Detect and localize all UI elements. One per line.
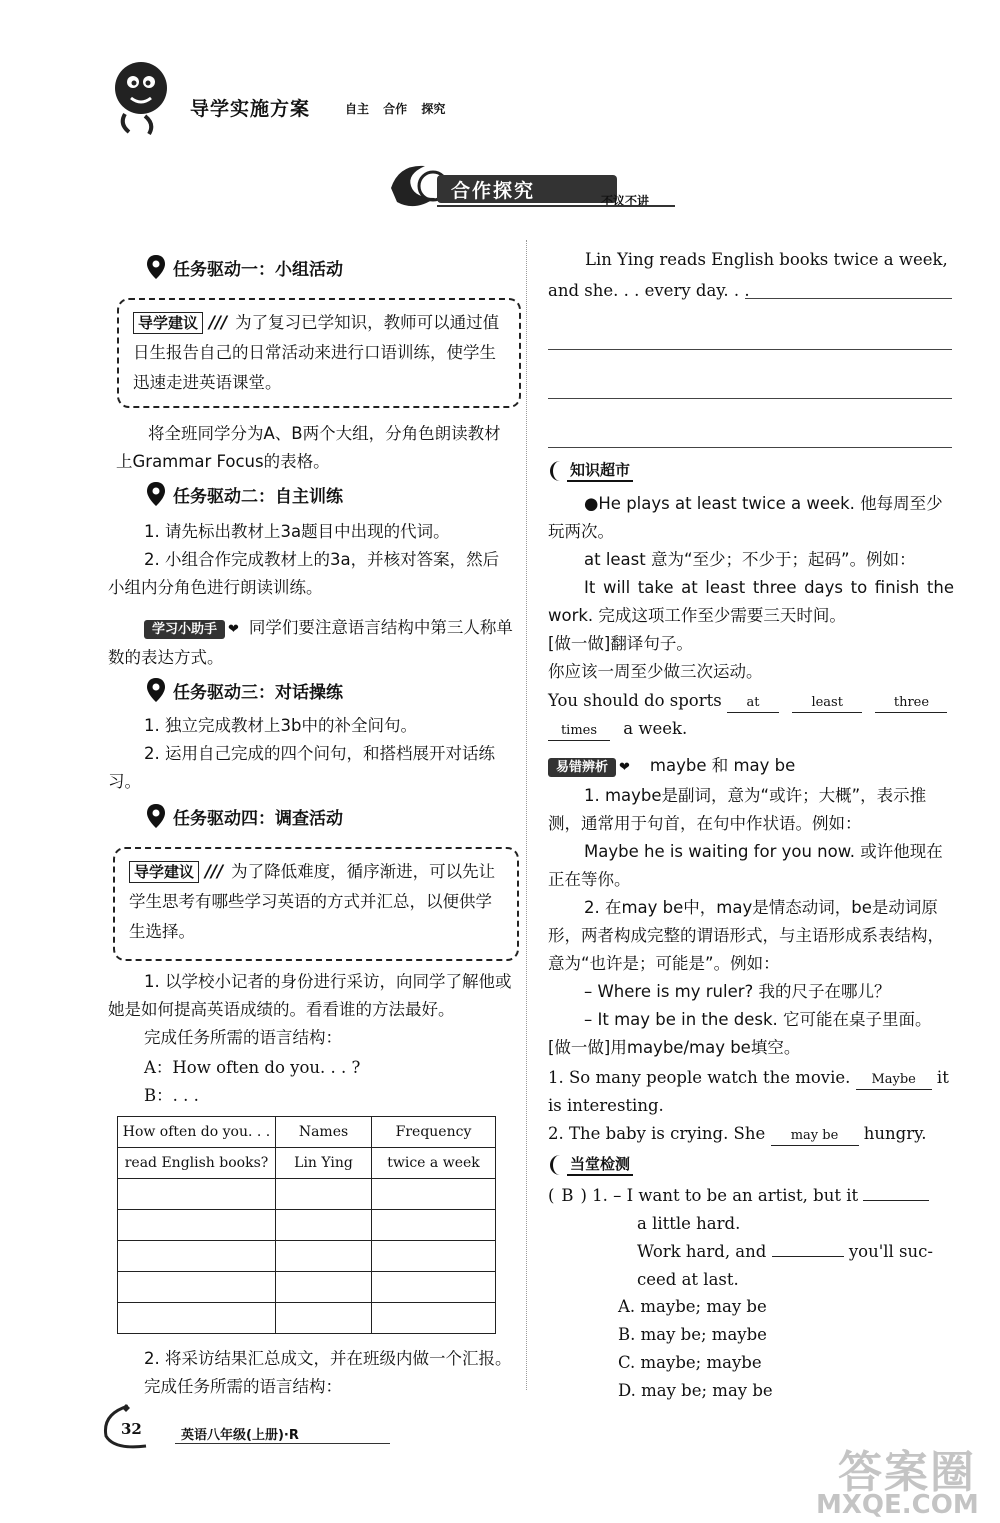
task2-step-1: 1. 请先标出教材上3a题目中出现的代词。 (144, 522, 450, 541)
table-cell: twice a week (372, 1148, 496, 1179)
location-pin-icon (145, 254, 167, 280)
watermark-logo: 答案圈 (838, 1447, 976, 1498)
answer-lin-ying-cont: and she. . . every day. . . (548, 281, 750, 300)
section-in-class-test: 当堂检测 (550, 1153, 633, 1176)
location-pin-icon (145, 481, 167, 507)
writing-line[interactable] (745, 298, 952, 299)
test-question-1-line3: ceed at last. (637, 1270, 739, 1289)
learning-helper (108, 614, 514, 672)
task4-step-2: 2. 将采访结果汇总成文，并在班级内做一个汇报。 (144, 1349, 512, 1368)
paragraph-grouping: 将全班同学分为A、B两个大组，分角色朗读教材上Grammar Focus的表格。 (116, 424, 501, 471)
heart-icon: ❤ (228, 622, 239, 637)
test-question-1: ( B ) 1. – I want to be an artist, but it (548, 1182, 954, 1210)
header-subtitle: 自主 合作 探究 (345, 102, 446, 116)
answer-blank[interactable]: three (875, 694, 947, 713)
task4-step-2-structure: 完成任务所需的语言结构： (144, 1377, 342, 1396)
column-divider (526, 240, 527, 1390)
guide-advice-box-2: 导学建议 /// 为了降低难度，循序渐进，可以先让学生思考有哪些学习英语的方式并汇总，以便供学生选择。 (113, 847, 519, 961)
table-row[interactable] (118, 1303, 496, 1334)
task4-structure-label: 完成任务所需的语言结构： (144, 1028, 342, 1047)
task4-step-1: 1. 以学校小记者的身份进行采访，向同学了解他或她是如何提高英语成绩的。看看谁的方法最好。 (108, 972, 512, 1019)
heart-icon: ❤ (619, 760, 630, 775)
mistake-point-1: 1. maybe是副词，意为“或许；大概”，表示推测，通常用于句首，在句中作状语。例如： (548, 786, 927, 833)
advice-text: 为了复习已学知识，教师可以通过值日生报告自己的日常活动来进行口语训练，使学生迅速走进英语课堂。 (133, 313, 500, 392)
answer-blank[interactable] (863, 1200, 929, 1201)
answer-blank[interactable] (772, 1256, 844, 1257)
test-question-1-line2: Work hard, and you'll suc- (637, 1242, 933, 1261)
task-heading-3: 任务驱动三：对话操练 (145, 677, 343, 703)
option-d[interactable]: D. may be; may be (618, 1381, 773, 1400)
test-question-1-cont: a little hard. (637, 1214, 741, 1233)
mistake-point-1-example: Maybe he is waiting for you now. 或许他现在正在等你。 (548, 842, 943, 889)
task4-line-b: B：. . . (144, 1086, 199, 1105)
answer-blank[interactable]: at (727, 694, 779, 713)
knowledge-example-2: It will take at least three days to finish the work. 完成这项工作至少需要三天时间。 (548, 578, 954, 625)
banner-title: 合作探究 (451, 180, 536, 202)
location-pin-icon (145, 803, 167, 829)
table-header-cell: Frequency (372, 1117, 496, 1148)
mascot-icon (105, 58, 175, 136)
table-header-cell: Names (276, 1117, 372, 1148)
table-cell: read English books? (118, 1148, 276, 1179)
knowledge-meaning: at least 意为“至少；不少于；起码”。例如： (584, 550, 916, 569)
practice-1-chinese: 你应该一周至少做三次运动。 (548, 662, 763, 681)
table-header-cell: How often do you. . . (118, 1117, 276, 1148)
watermark-url: MXQE.COM (816, 1490, 979, 1520)
task2-step-2: 2. 小组合作完成教材上的3a，并核对答案，然后小组内分角色进行朗读训练。 (108, 550, 500, 597)
location-pin-icon (145, 677, 167, 703)
answer-blank[interactable]: Maybe (856, 1071, 932, 1090)
answer-blank[interactable]: least (792, 694, 862, 713)
answer-choice[interactable]: B (561, 1186, 574, 1205)
advice-text: 为了降低难度，循序渐进，可以先让学生思考有哪些学习英语的方式并汇总，以便供学生选择。 (129, 862, 496, 941)
task-heading-1: 任务驱动一：小组活动 (145, 254, 343, 280)
writing-line[interactable] (548, 447, 952, 448)
mistake-tag: 易错辨析 (548, 758, 616, 777)
writing-line[interactable] (548, 349, 952, 350)
helper-tag: 学习小助手 (144, 620, 225, 639)
page-number: 32 (121, 1420, 142, 1438)
practice-2-item-1: 1. So many people watch the movie. Maybe it is interesting. (548, 1068, 949, 1115)
mistake-point-2-example-2: – It may be in the desk. 它可能在桌子里面。 (584, 1010, 932, 1029)
mistake-point-2-example-1: – Where is my ruler? 我的尺子在哪儿？ (584, 982, 891, 1001)
advice-tag: 导学建议 (129, 861, 199, 883)
task3-step-1: 1. 独立完成教材上3b中的补全问句。 (144, 716, 417, 735)
task3-step-2: 2. 运用自己完成的四个问句，和搭档展开对话练习。 (108, 744, 495, 791)
writing-line[interactable] (548, 398, 952, 399)
table-row[interactable] (118, 1272, 496, 1303)
task4-line-a: A：How often do you. . . ? (144, 1058, 361, 1077)
section-banner (385, 158, 677, 214)
table-header-row (118, 1117, 496, 1148)
section-knowledge-market: 知识超市 (550, 459, 633, 482)
answer-lin-ying: Lin Ying reads English books twice a week, (585, 250, 948, 269)
table-row[interactable] (118, 1241, 496, 1272)
task-heading-4: 任务驱动四：调查活动 (145, 803, 343, 829)
answer-blank[interactable]: may be (771, 1127, 859, 1146)
frequency-table (117, 1116, 496, 1334)
banner-subtitle: 不议不讲 (601, 194, 650, 208)
knowledge-example: ●He plays at least twice a week. 他每周至少玩两次。 (548, 494, 943, 541)
option-c[interactable]: C. maybe; maybe (618, 1353, 762, 1372)
practice-2-item-2: 2. The baby is crying. She may be hungry. (548, 1120, 954, 1148)
mistake-analysis-heading: 易错辨析 ❤ maybe 和 may be (548, 752, 795, 782)
book-title: 英语八年级(上册)·R (181, 1428, 299, 1443)
answer-blank[interactable]: times (548, 722, 610, 741)
helper-text: 同学们要注意语言结构中第三人称单数的表达方式。 (108, 618, 513, 667)
practice-1-english: You should do sports at least three times a week. (548, 687, 954, 743)
option-a[interactable]: A. maybe; may be (618, 1297, 767, 1316)
practice-2-label: [做一做]用maybe/may be填空。 (548, 1038, 801, 1057)
guide-advice-box-1: 导学建议 /// 为了复习已学知识，教师可以通过值日生报告自己的日常活动来进行口语训练，使学生迅速走进英语课堂。 (117, 298, 521, 408)
table-cell: Lin Ying (276, 1148, 372, 1179)
advice-tag: 导学建议 (133, 312, 203, 334)
option-b[interactable]: B. may be; maybe (618, 1325, 767, 1344)
mistake-point-2: 2. 在may be中，may是情态动词，be是动词原形，两者构成完整的谓语形式，与主语形成系表结构，意为“也许是；可能是”。例如： (548, 898, 944, 973)
table-row[interactable] (118, 1210, 496, 1241)
table-row (118, 1148, 496, 1179)
table-row[interactable] (118, 1179, 496, 1210)
header-title: 导学实施方案 (190, 98, 311, 120)
practice-1-label: [做一做]翻译句子。 (548, 634, 693, 653)
task-heading-2: 任务驱动二：自主训练 (145, 481, 343, 507)
